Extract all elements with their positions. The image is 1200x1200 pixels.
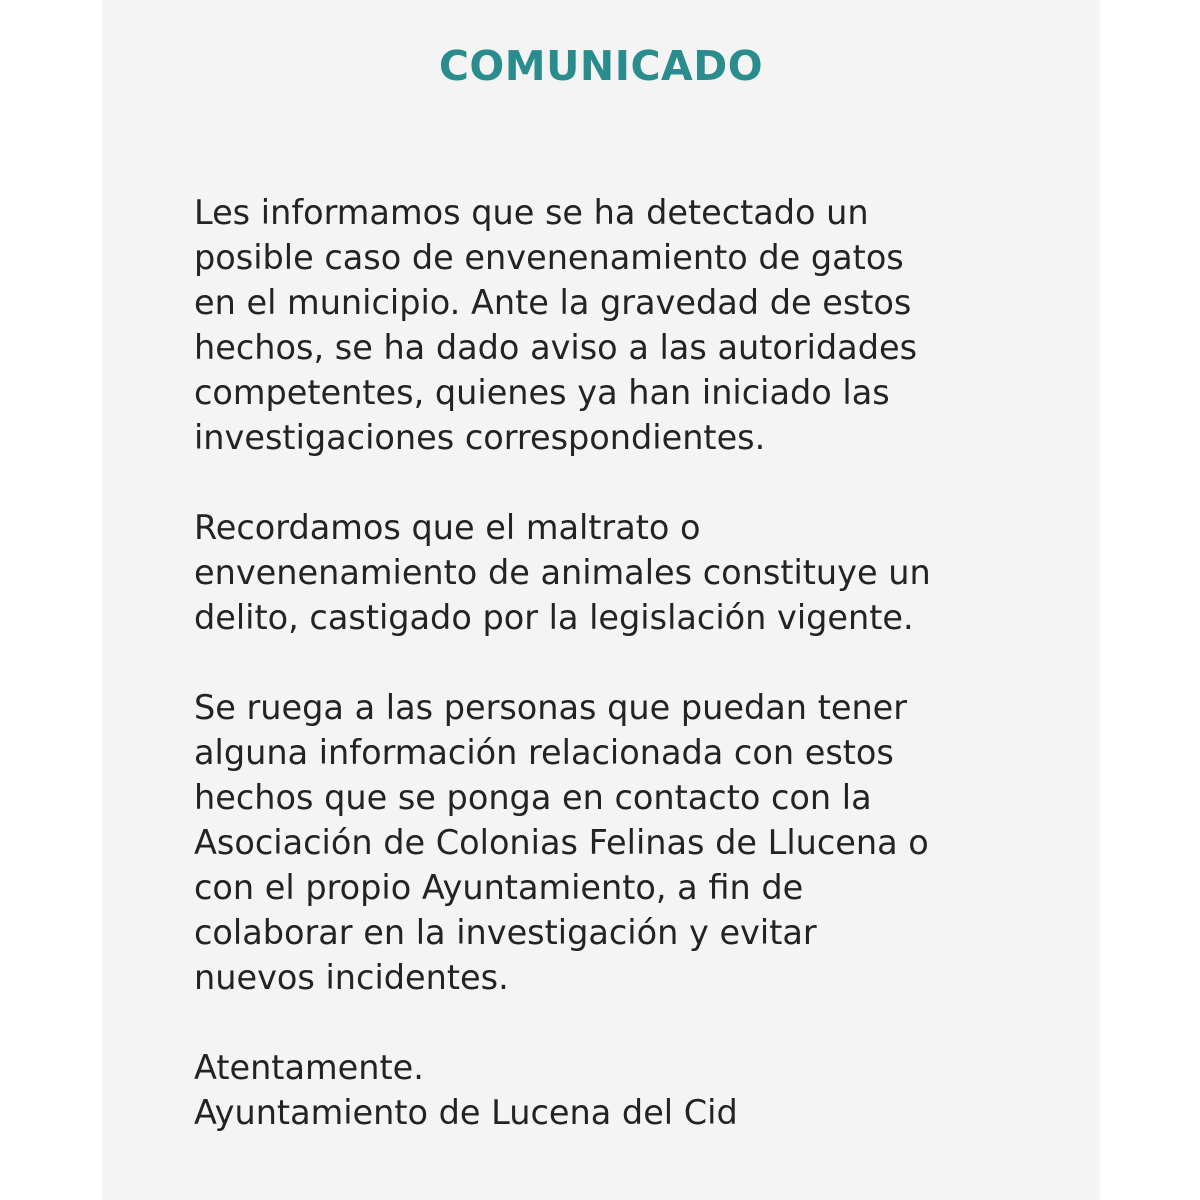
notice-body [194, 190, 1074, 1135]
text-line: envenenamiento de animales constituye un [194, 553, 931, 592]
text-line: Recordamos que el maltrato o [194, 508, 701, 547]
paragraph-legal-reminder [194, 505, 1074, 640]
closing-salutation: Atentamente. [194, 1048, 424, 1087]
signature: Ayuntamiento de Lucena del Cid [194, 1093, 738, 1132]
text-line: hechos, se ha dado aviso a las autoridades [194, 328, 918, 367]
text-line: Asociación de Colonias Felinas de Llucena o [194, 823, 929, 862]
text-line: colaborar en la investigación y evitar [194, 913, 817, 952]
notice-sheet [102, 0, 1100, 1200]
text-line: posible caso de envenenamiento de gatos [194, 238, 904, 277]
text-line: Se ruega a las personas que puedan tener [194, 688, 908, 727]
notice-title: COMUNICADO [438, 42, 764, 90]
text-line: investigaciones correspondientes. [194, 418, 766, 457]
text-line: con el propio Ayuntamiento, a fin de [194, 868, 804, 907]
closing-block [194, 1045, 1074, 1135]
text-line: delito, castigado por la legislación vigente. [194, 598, 914, 637]
paragraph-investigation [194, 190, 1074, 460]
text-line: hechos que se ponga en contacto con la [194, 778, 872, 817]
text-line: alguna información relacionada con estos [194, 733, 894, 772]
text-line: nuevos incidentes. [194, 958, 509, 997]
text-line: Les informamos que se ha detectado un [194, 193, 869, 232]
paragraph-contact-request [194, 685, 1074, 1000]
text-line: en el municipio. Ante la gravedad de estos [194, 283, 912, 322]
text-line: competentes, quienes ya han iniciado las [194, 373, 890, 412]
